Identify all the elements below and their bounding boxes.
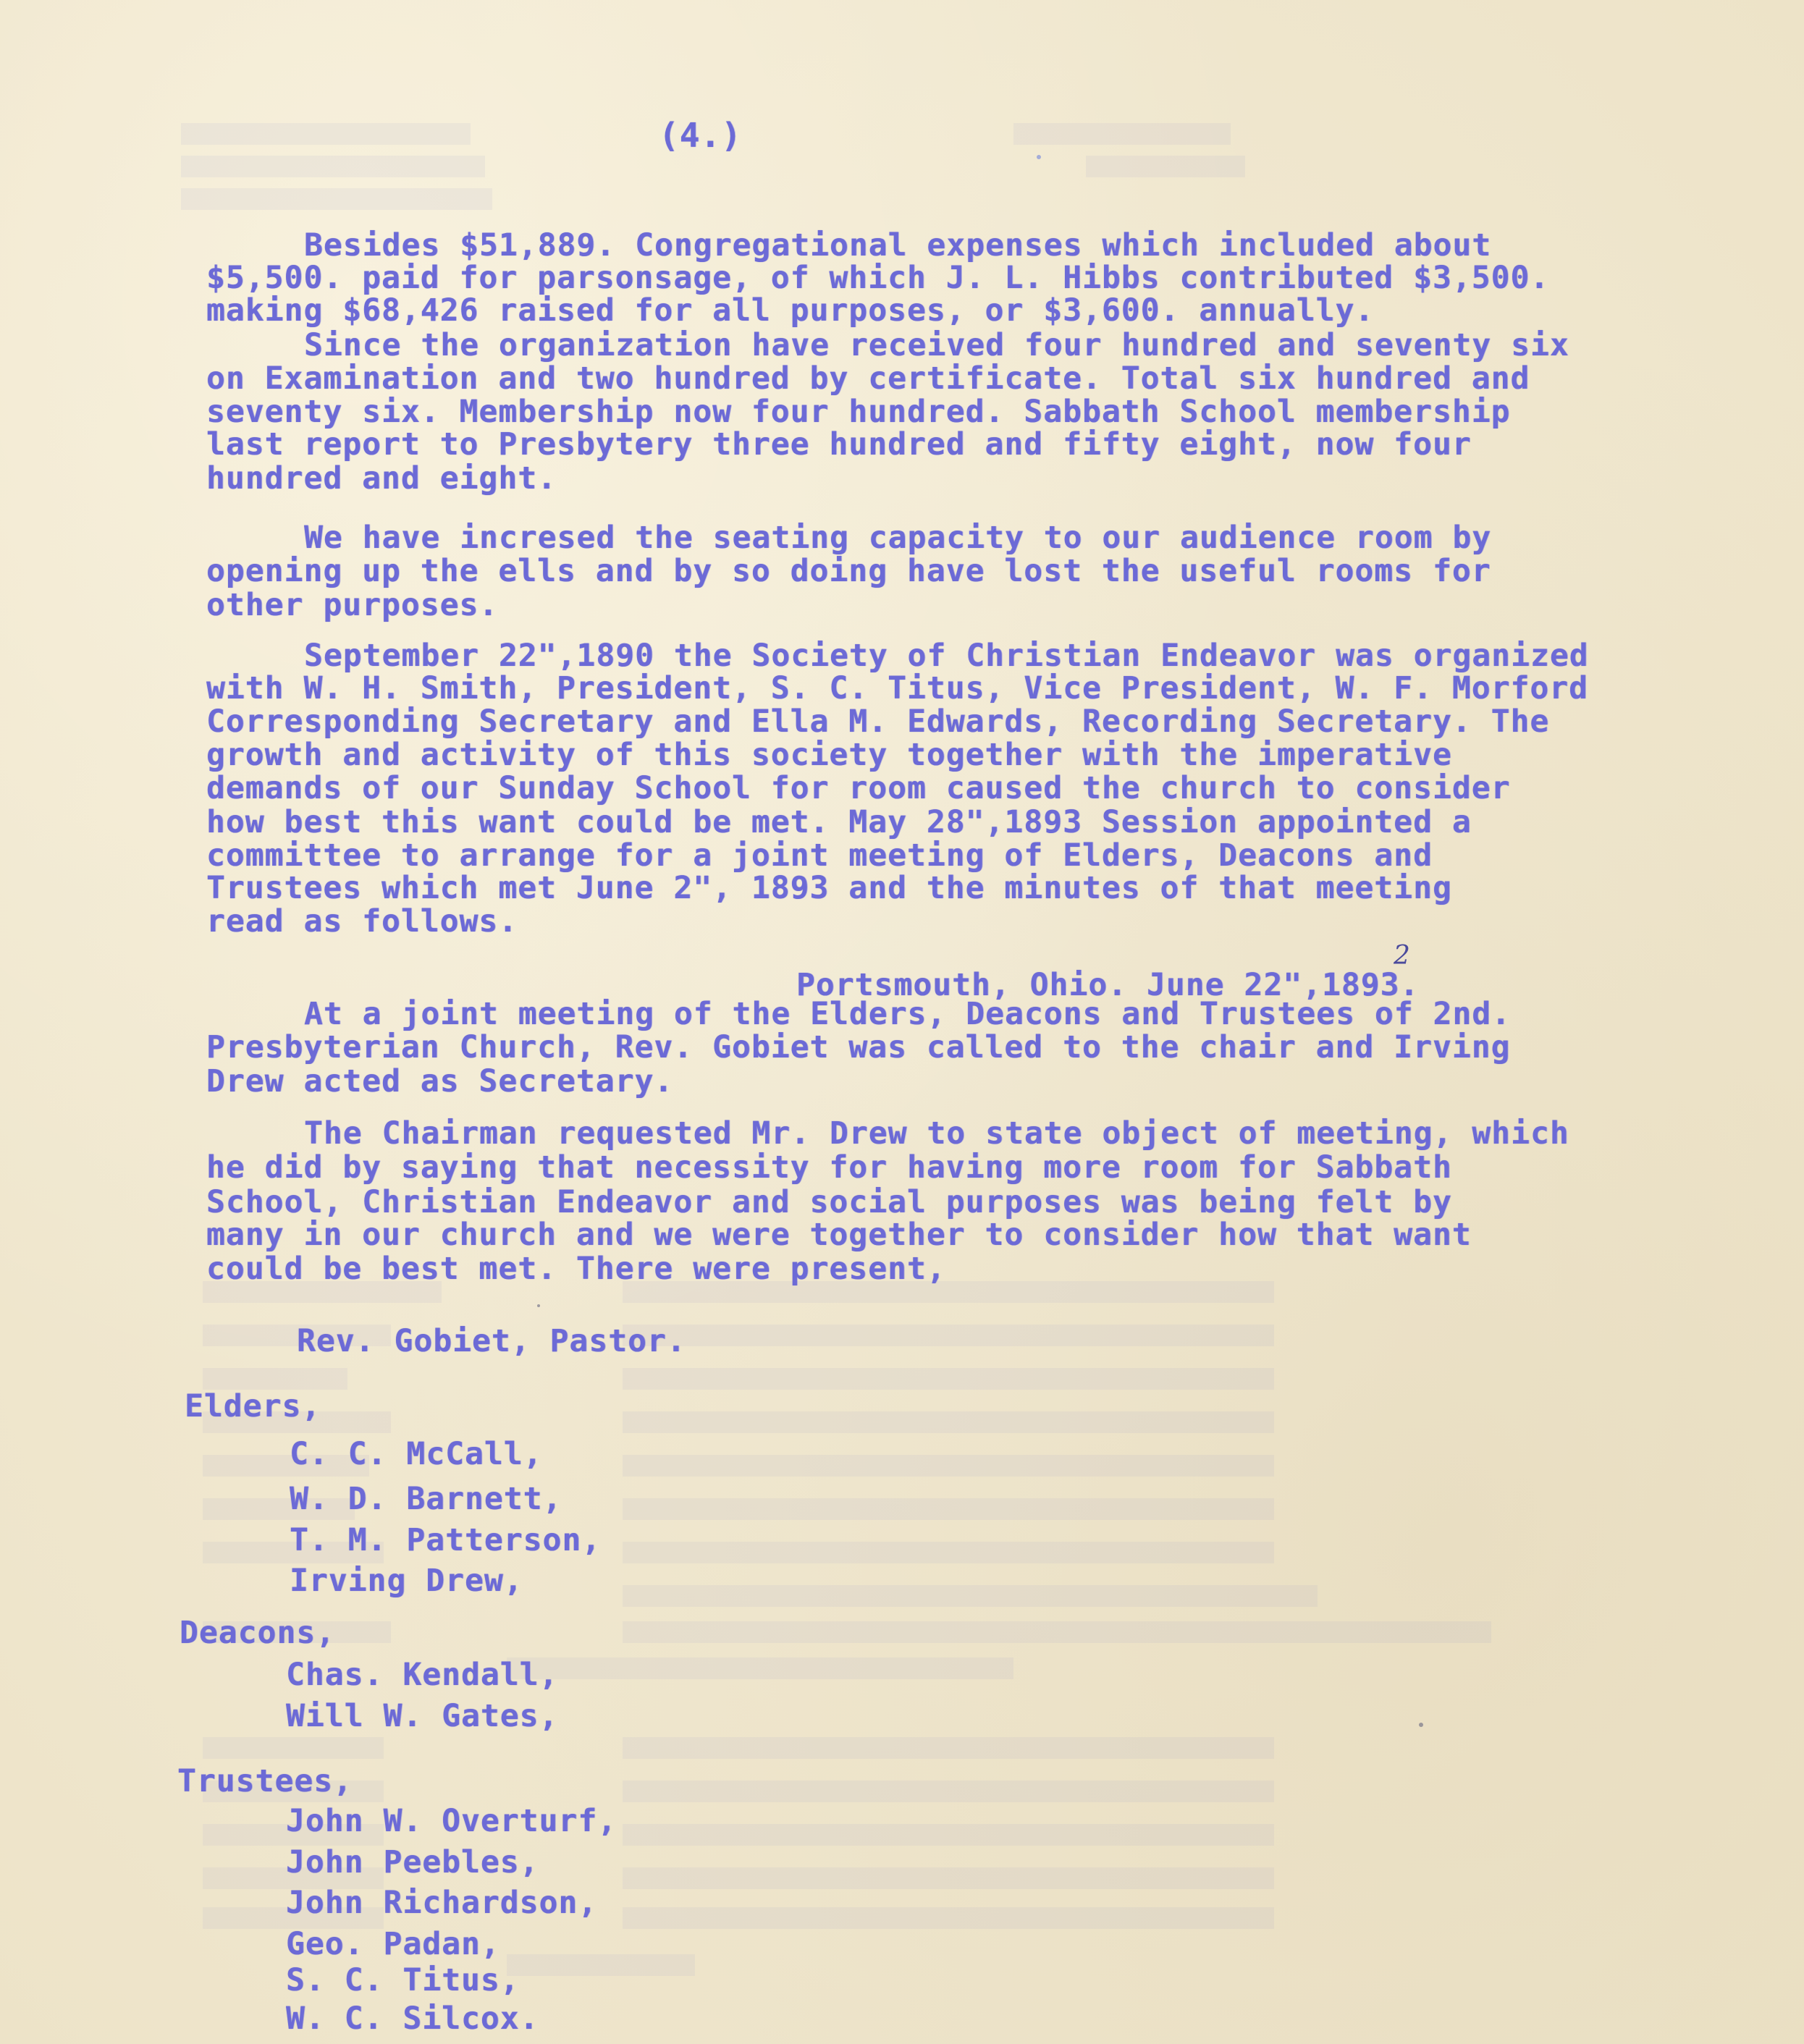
body-line: with W. H. Smith, President, S. C. Titus, Vice President, W. F. Morford <box>206 670 1589 706</box>
minutes-line: could be best met. There were present, <box>206 1251 946 1287</box>
trustee-name: John Peebles, <box>286 1844 539 1880</box>
bleed-through-mark <box>623 1737 1274 1759</box>
bleed-through-mark <box>623 1621 1491 1643</box>
body-line: committee to arrange for a joint meeting of Elders, Deacons and <box>206 837 1433 874</box>
body-line: last report to Presbytery three hundred and fifty eight, now four <box>206 426 1472 463</box>
body-line: read as follows. <box>206 903 518 939</box>
body-line: on Examination and two hundred by certificate. Total six hundred and <box>206 360 1530 397</box>
body-line: making $68,426 raised for all purposes, or $3,600. annually. <box>206 292 1375 329</box>
elder-name: C. C. McCall, <box>290 1436 543 1472</box>
bleed-through-mark <box>181 188 492 210</box>
bleed-through-mark <box>623 1325 1274 1346</box>
body-line: demands of our Sunday School for room caused the church to consider <box>206 770 1511 806</box>
bleed-through-mark <box>1013 123 1231 145</box>
bleed-through-mark <box>623 1585 1318 1607</box>
deacon-name: Chas. Kendall, <box>286 1657 559 1693</box>
minutes-line: At a joint meeting of the Elders, Deacons and Trustees of 2nd. <box>304 996 1512 1032</box>
bleed-through-mark <box>623 1411 1274 1433</box>
bleed-through-mark <box>203 1368 347 1390</box>
body-line: We have incresed the seating capacity to our audience room by <box>304 520 1492 556</box>
minutes-line: The Chairman requested Mr. Drew to state object of meeting, which <box>304 1115 1569 1152</box>
pastor-line: Rev. Gobiet, Pastor. <box>297 1323 686 1359</box>
bleed-through-mark <box>623 1867 1274 1889</box>
body-line: $5,500. paid for parsonsage, of which J. L. Hibbs contributed $3,500. <box>206 260 1550 296</box>
body-line: hundred and eight. <box>206 460 557 497</box>
body-line: Besides $51,889. Congregational expenses which included about <box>304 227 1492 263</box>
bleed-through-mark <box>507 1657 1013 1679</box>
minutes-line: School, Christian Endeavor and social purposes was being felt by <box>206 1184 1452 1220</box>
body-line: opening up the ells and by so doing have lost the useful rooms for <box>206 553 1491 589</box>
elders-heading: Elders, <box>185 1388 321 1424</box>
paper-speck <box>1037 155 1041 159</box>
paper-speck <box>537 1304 540 1307</box>
bleed-through-mark <box>623 1824 1274 1846</box>
body-line: how best this want could be met. May 28",1893 Session appointed a <box>206 804 1472 840</box>
trustee-name: John Richardson, <box>286 1885 598 1921</box>
bleed-through-mark <box>623 1542 1274 1563</box>
bleed-through-mark <box>181 156 485 177</box>
body-line: Since the organization have received four hundred and seventy six <box>304 327 1569 363</box>
deacon-name: Will W. Gates, <box>286 1698 559 1734</box>
paper-speck <box>1419 1723 1423 1727</box>
bleed-through-mark <box>181 123 471 145</box>
handwritten-correction: 2 <box>1394 941 1410 971</box>
body-line: Corresponding Secretary and Ella M. Edwards, Recording Secretary. The <box>206 704 1550 740</box>
body-line: September 22",1890 the Society of Christian Endeavor was organized <box>304 638 1589 674</box>
trustee-name: John W. Overturf, <box>286 1803 618 1839</box>
minutes-line: Presbyterian Church, Rev. Gobiet was called to the chair and Irving <box>206 1029 1511 1065</box>
elder-name: T. M. Patterson, <box>290 1522 602 1558</box>
bleed-through-mark <box>1086 156 1245 177</box>
body-line: other purposes. <box>206 587 499 623</box>
trustees-heading: Trustees, <box>177 1763 353 1799</box>
bleed-through-mark <box>203 1737 384 1759</box>
elder-name: Irving Drew, <box>290 1563 523 1599</box>
minutes-line: Drew acted as Secretary. <box>206 1063 674 1099</box>
body-line: Trustees which met June 2", 1893 and the minutes of that meeting <box>206 870 1452 906</box>
bleed-through-mark <box>623 1498 1274 1520</box>
bleed-through-mark <box>623 1455 1274 1477</box>
body-line: growth and activity of this society together with the imperative <box>206 737 1452 773</box>
bleed-through-mark <box>507 1954 695 1976</box>
deacons-heading: Deacons, <box>180 1615 336 1651</box>
minutes-place-date: Portsmouth, Ohio. June 22",1893. <box>796 967 1420 1003</box>
minutes-line: many in our church and we were together to consider how that want <box>206 1217 1472 1253</box>
bleed-through-mark <box>623 1907 1274 1929</box>
trustee-name: Geo. Padan, <box>286 1926 500 1962</box>
trustee-name: S. C. Titus, <box>286 1962 520 1998</box>
trustee-name: W. C. Silcox. <box>286 2001 539 2037</box>
minutes-line: he did by saying that necessity for having more room for Sabbath <box>206 1149 1452 1186</box>
bleed-through-mark <box>623 1368 1274 1390</box>
body-line: seventy six. Membership now four hundred. Sabbath School membership <box>206 394 1511 430</box>
page-number: (4.) <box>659 116 742 155</box>
elder-name: W. D. Barnett, <box>290 1481 562 1517</box>
bleed-through-mark <box>623 1781 1274 1802</box>
